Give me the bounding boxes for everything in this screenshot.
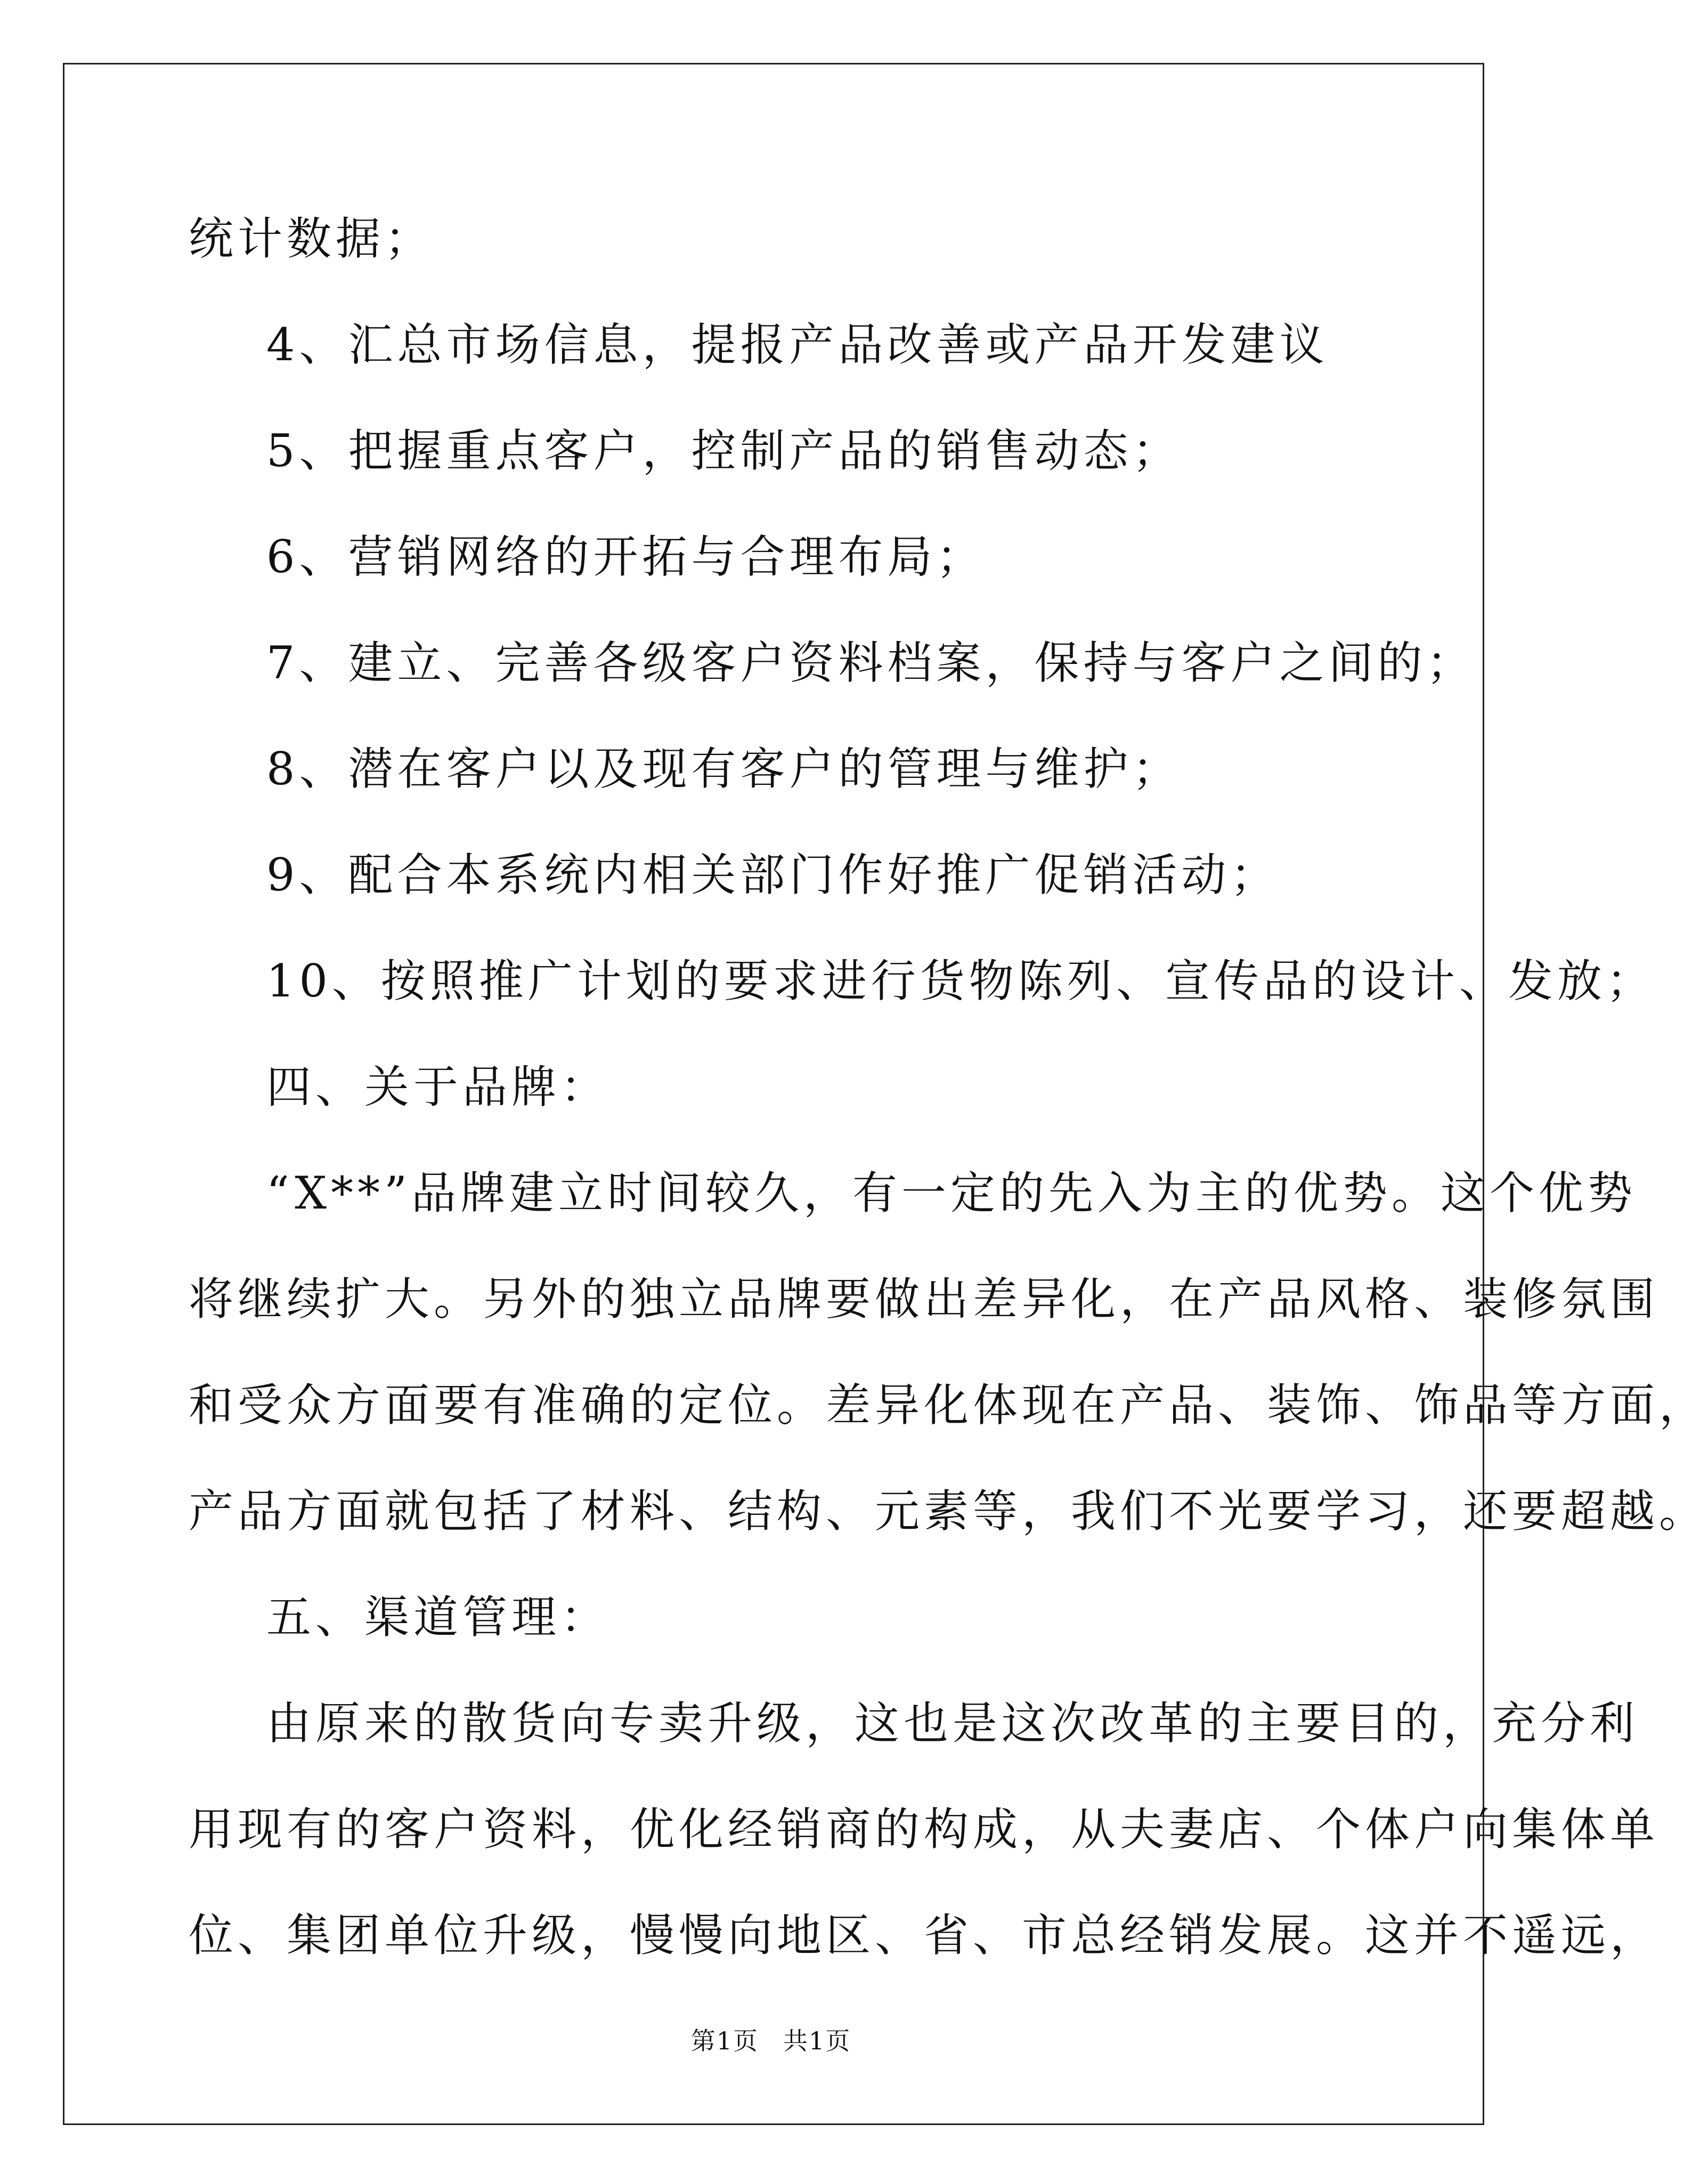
list-item-7: 7、建立、完善各级客户资料档案，保持与客户之间的； (266, 637, 1476, 689)
list-item-8: 8、潜在客户以及现有客户的管理与维护； (266, 743, 1182, 795)
section-heading-brand: 四、关于品牌： (266, 1061, 610, 1113)
paragraph-line: 位、集团单位升级，慢慢向地区、省、市总经销发展。这并不遥远， (189, 1909, 1660, 1961)
page-total: 共1页 (783, 2026, 851, 2055)
paragraph-line: 用现有的客户资料，优化经销商的构成，从夫妻店、个体户向集体单 (189, 1803, 1660, 1855)
text-line: 统计数据； (189, 213, 434, 265)
paragraph-line: “X**”品牌建立时间较久，有一定的先入为主的优势。这个优势 (266, 1167, 1637, 1219)
list-item-5: 5、把握重点客户，控制产品的销售动态； (266, 425, 1182, 477)
paragraph-line: 将继续扩大。另外的独立品牌要做出差异化，在产品风格、装修氛围 (189, 1273, 1660, 1325)
paragraph-line: 和受众方面要有准确的定位。差异化体现在产品、装饰、饰品等方面， (189, 1379, 1708, 1431)
list-item-6: 6、营销网络的开拓与合理布局； (266, 531, 986, 583)
page-footer (0, 2025, 1542, 2057)
section-heading-channel: 五、渠道管理： (266, 1591, 610, 1643)
list-item-4: 4、汇总市场信息，提报产品改善或产品开发建议 (266, 319, 1329, 371)
page-number: 第1页 (690, 2026, 759, 2055)
list-item-10: 10、按照推广计划的要求进行货物陈列、宣传品的设计、发放； (266, 955, 1655, 1007)
list-item-9: 9、配合本系统内相关部门作好推广促销活动； (266, 849, 1280, 901)
paragraph-line: 产品方面就包括了材料、结构、元素等，我们不光要学习，还要超越。 (189, 1485, 1708, 1537)
paragraph-line: 由原来的散货向专卖升级，这也是这次改革的主要目的，充分利 (266, 1697, 1639, 1749)
